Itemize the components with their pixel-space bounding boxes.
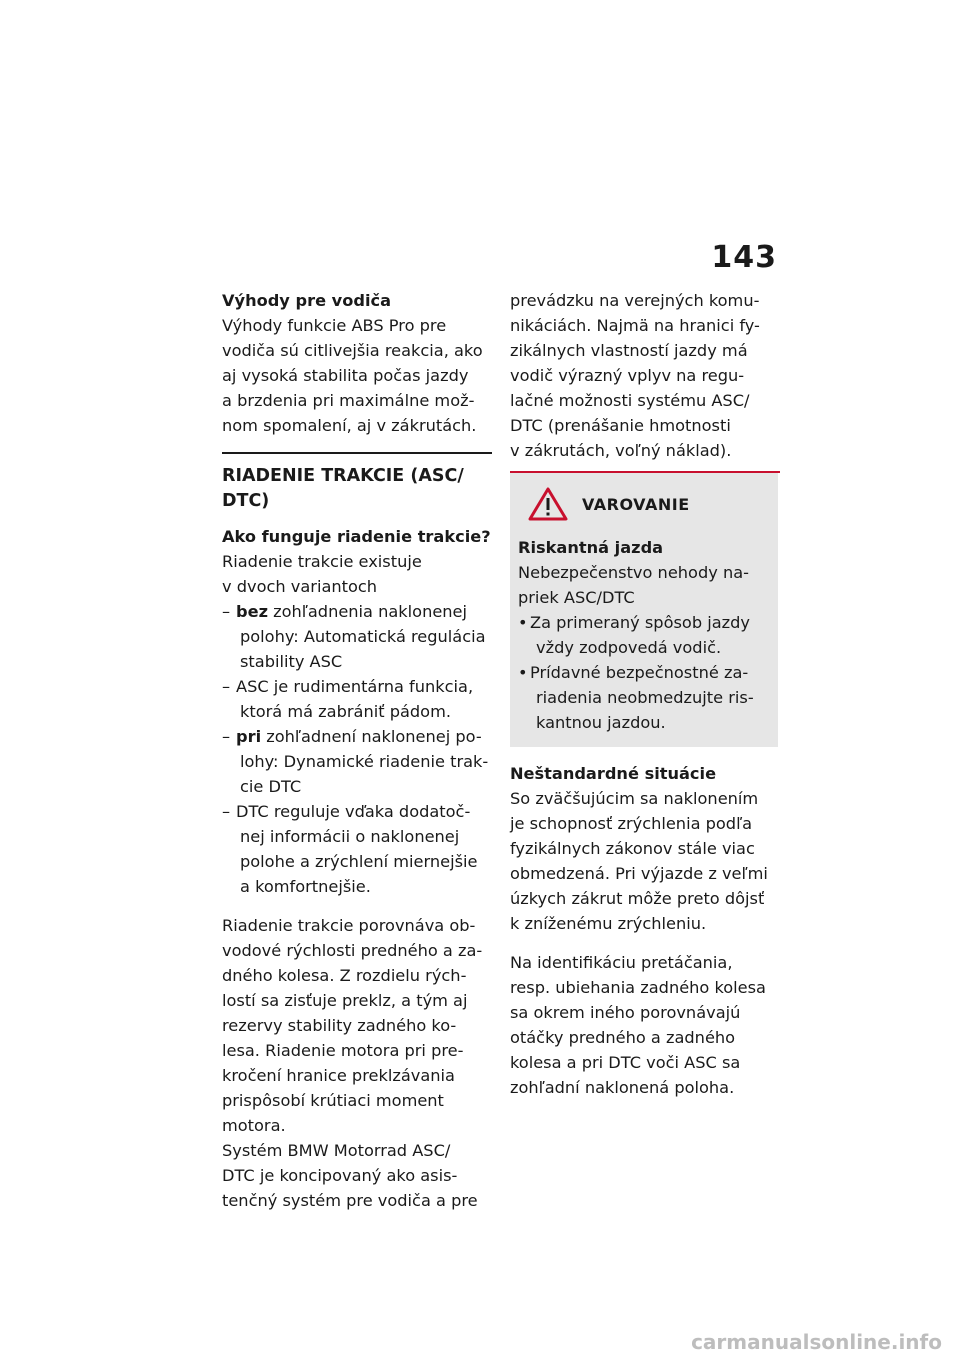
dash-marker: – (222, 602, 231, 621)
text-line: lostí sa zisťuje preklz, a tým aj (222, 991, 468, 1010)
text-line: obmedzená. Pri výjazde z veľmi (510, 864, 768, 883)
variant-list (222, 599, 492, 899)
text-line: prispôsobí krútiaci moment (222, 1091, 444, 1110)
list-item (222, 599, 492, 674)
list-item (222, 724, 492, 799)
dash-marker: – (222, 727, 231, 746)
text-line: kantnou jazdou. (536, 713, 666, 732)
text-line: nom spomalení, aj v zákrutách. (222, 416, 477, 435)
warning-heading: Riskantná jazda (518, 538, 664, 557)
text-line: nikáciách. Najmä na hranici fy- (510, 316, 760, 335)
list-item (222, 799, 492, 899)
warning-header (528, 487, 768, 521)
text-line: polohe a zrýchlení miernejšie (240, 852, 478, 871)
text-line: motora. (222, 1116, 286, 1135)
paragraph-spin-detection (510, 950, 780, 1100)
text-line: DTC reguluje vďaka dodatoč- (236, 802, 471, 821)
text-line: riadenia neobmedzujte ris- (536, 688, 754, 707)
paragraph-lean-acceleration (510, 786, 780, 936)
text-line: Riadenie trakcie existuje (222, 552, 422, 571)
text-line: vodové rýchlosti predného a za- (222, 941, 483, 960)
text-line: zohľadnení naklonenej po- (261, 727, 482, 746)
list-item (222, 674, 492, 724)
watermark: carmanualsonline.info (691, 1330, 942, 1354)
dash-marker: – (222, 802, 231, 821)
text-line: rezervy stability zadného ko- (222, 1016, 457, 1035)
text-line: úzkych zákrut môže preto dôjsť (510, 889, 765, 908)
text-line: vodiča sú citlivejšia reakcia, ako (222, 341, 483, 360)
text-line: Riadenie trakcie porovnáva ob- (222, 916, 476, 935)
text-line: polohy: Automatická regulácia (240, 627, 486, 646)
text-line: Systém BMW Motorrad ASC/ (222, 1141, 451, 1160)
paragraph-traction-compare (222, 913, 492, 1138)
text-line: aj vysoká stabilita počas jazdy (222, 366, 469, 385)
text-line: Výhody funkcie ABS Pro pre (222, 316, 447, 335)
text-line: DTC je koncipovaný ako asis- (222, 1166, 458, 1185)
text-line: So zväčšujúcim sa naklonením (510, 789, 759, 808)
text-line: priek ASC/DTC (518, 588, 635, 607)
text-line: Za primeraný spôsob jazdy (530, 613, 751, 632)
text-line: v dvoch variantoch (222, 577, 378, 596)
warning-triangle-icon (528, 487, 568, 521)
page-number: 143 (711, 240, 777, 275)
text-line: cie DTC (240, 777, 302, 796)
text-line: zohľadnenia naklonenej (268, 602, 468, 621)
text-line: vždy zodpovedá vodič. (536, 638, 722, 657)
text-line: prevádzku na verejných komu- (510, 291, 760, 310)
text-line: Nebezpečenstvo nehody na- (518, 563, 749, 582)
text-line: lohy: Dynamické riadenie trak- (240, 752, 489, 771)
text-line: a brzdenia pri maximálne mož- (222, 391, 475, 410)
text-line: ktorá má zabrániť pádom. (240, 702, 451, 721)
text-line: k zníženému zrýchleniu. (510, 914, 707, 933)
text-line: nej informácii o naklonenej (240, 827, 460, 846)
text-line: otáčky predného a zadného (510, 1028, 736, 1047)
bullet-marker: • (518, 613, 528, 632)
text-line: Na identifikáciu pretáčania, (510, 953, 733, 972)
text-line: zikálnych vlastností jazdy má (510, 341, 748, 360)
text-line: ASC je rudimentárna funkcia, (236, 677, 474, 696)
text-line: fyzikálnych zákonov stále viac (510, 839, 755, 858)
left-column (222, 288, 492, 1213)
text-line: je schopnosť zrýchlenia podľa (510, 814, 753, 833)
section-title-line: DTC) (222, 491, 270, 511)
section-title-line: RIADENIE TRAKCIE (ASC/ (222, 466, 464, 486)
text-line: sa okrem iného porovnávajú (510, 1003, 741, 1022)
warning-box (510, 473, 778, 747)
subheading-unusual-situations: Neštandardné situácie (510, 764, 717, 783)
rider-benefits-text (222, 313, 492, 438)
paragraph-system-concept (222, 1138, 492, 1213)
text-line: zohľadní naklonená poloha. (510, 1078, 735, 1097)
text-line: DTC (prenášanie hmotnosti (510, 416, 731, 435)
text-line: lesa. Riadenie motora pri pre- (222, 1041, 464, 1060)
text-line: resp. ubiehania zadného kolesa (510, 978, 766, 997)
text-line: vodič výrazný vplyv na regu- (510, 366, 745, 385)
warning-title: VAROVANIE (582, 494, 690, 514)
right-column (510, 288, 780, 1100)
text-line: dného kolesa. Z rozdielu rých- (222, 966, 467, 985)
text-line: lačné možnosti systému ASC/ (510, 391, 750, 410)
emphasis: bez (236, 602, 268, 621)
dash-marker: – (222, 677, 231, 696)
text-line: a komfortnejšie. (240, 877, 371, 896)
text-line: v zákrutách, voľný náklad). (510, 441, 732, 460)
text-line: kročení hranice preklzávania (222, 1066, 455, 1085)
text-line: Prídavné bezpečnostné za- (530, 663, 749, 682)
list-item (518, 610, 768, 660)
section-title (222, 464, 492, 514)
text-line: stability ASC (240, 652, 343, 671)
bullet-marker: • (518, 663, 528, 682)
section-heading-rider-benefits: Výhody pre vodiča (222, 291, 392, 310)
subheading-how-it-works: Ako funguje riadenie trakcie? (222, 527, 491, 546)
text-line: tenčný systém pre vodiča a pre (222, 1191, 478, 1210)
emphasis: pri (236, 727, 262, 746)
paragraph-continuation (510, 288, 780, 463)
list-item (518, 660, 768, 735)
section-divider (222, 452, 492, 454)
text-line: kolesa a pri DTC voči ASC sa (510, 1053, 741, 1072)
